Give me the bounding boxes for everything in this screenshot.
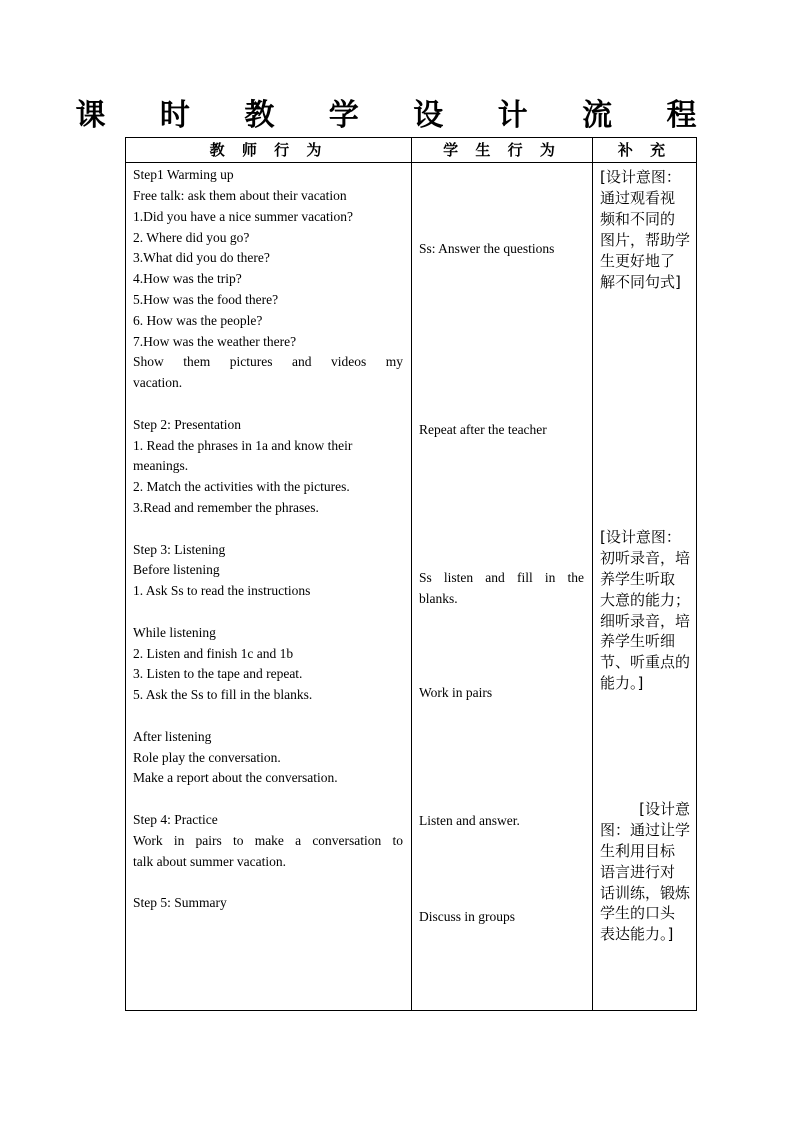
lesson-flow-table: [125, 137, 697, 1011]
teacher-line: 6. How was the people?: [133, 313, 263, 328]
supplement-line: 语言进行对: [600, 863, 676, 881]
teacher-line: 3.Read and remember the phrases.: [133, 500, 319, 515]
student-line: Work in pairs: [419, 685, 493, 700]
supplement-line: 通过观看视: [600, 189, 676, 207]
supplement-line: [设计意图：: [600, 528, 681, 546]
supplement-line: 大意的能力；: [600, 591, 691, 609]
teacher-line: 2. Listen and finish 1c and 1b: [133, 646, 294, 661]
student-line: Ss listen and fill in the: [419, 570, 584, 585]
teacher-line: meanings.: [133, 458, 189, 473]
supplement-line: 解不同句式]: [600, 273, 681, 291]
supplement-line: 能力。]: [600, 674, 644, 692]
teacher-line: Before listening: [133, 562, 220, 577]
supplement-line: [设计意图：: [600, 168, 681, 186]
supplement-line: 图：通过让学: [600, 821, 691, 839]
header-supplement: 补 充: [617, 141, 672, 159]
column-divider-1: [411, 138, 412, 1010]
teacher-line: vacation.: [133, 375, 183, 390]
student-line: Ss: Answer the questions: [419, 241, 555, 256]
teacher-line: Role play the conversation.: [133, 750, 281, 765]
header-divider: [126, 162, 696, 163]
student-line: Discuss in groups: [419, 909, 516, 924]
teacher-line: Step1 Warming up: [133, 167, 234, 182]
supplement-line: 生利用目标: [600, 842, 676, 860]
supplement-line: 学生的口头: [600, 904, 676, 922]
teacher-line: Show them pictures and videos my: [133, 354, 403, 369]
supplement-line: [设计意: [639, 800, 690, 818]
supplement-line: 图片，帮助学: [600, 231, 691, 249]
teacher-line: talk about summer vacation.: [133, 854, 286, 869]
teacher-line: 1. Ask Ss to read the instructions: [133, 583, 311, 598]
header-teacher-actions: 教 师 行 为: [209, 141, 328, 159]
student-line: Repeat after the teacher: [419, 422, 547, 437]
teacher-line: 1.Did you have a nice summer vacation?: [133, 209, 354, 224]
teacher-line: After listening: [133, 729, 212, 744]
teacher-line: 2. Match the activities with the pictures.: [133, 479, 350, 494]
student-line: Listen and answer.: [419, 813, 520, 828]
supplement-line: 初听录音，培: [600, 549, 691, 567]
teacher-line: Step 3: Listening: [133, 542, 226, 557]
teacher-line: 3. Listen to the tape and repeat.: [133, 666, 303, 681]
teacher-line: 2. Where did you go?: [133, 230, 250, 245]
teacher-line: 5.How was the food there?: [133, 292, 279, 307]
teacher-line: 1. Read the phrases in 1a and know their: [133, 438, 353, 453]
teacher-line: Step 2: Presentation: [133, 417, 241, 432]
teacher-line: Free talk: ask them about their vacation: [133, 188, 347, 203]
teacher-line: 7.How was the weather there?: [133, 334, 297, 349]
supplement-line: 养学生听细: [600, 632, 676, 650]
supplement-line: 生更好地了: [600, 252, 676, 270]
teacher-line: Step 5: Summary: [133, 895, 227, 910]
column-divider-2: [592, 138, 593, 1010]
supplement-line: 细听录音，培: [600, 612, 691, 630]
teacher-line: 5. Ask the Ss to fill in the blanks.: [133, 687, 313, 702]
teacher-line: Step 4: Practice: [133, 812, 218, 827]
supplement-line: 话训练，锻炼: [600, 884, 691, 902]
teacher-line: 4.How was the trip?: [133, 271, 242, 286]
page-title: 课 时 教 学 设 计 流 程: [75, 98, 719, 133]
teacher-line: Make a report about the conversation.: [133, 770, 338, 785]
student-line: blanks.: [419, 591, 458, 606]
supplement-line: 表达能力。]: [600, 925, 674, 943]
supplement-line: 频和不同的: [600, 210, 676, 228]
supplement-line: 节、听重点的: [600, 653, 691, 671]
teacher-line: Work in pairs to make a conversation to: [133, 833, 403, 848]
header-student-actions: 学 生 行 为: [443, 141, 561, 159]
teacher-line: While listening: [133, 625, 216, 640]
supplement-line: 养学生听取: [600, 570, 676, 588]
teacher-line: 3.What did you do there?: [133, 250, 270, 265]
